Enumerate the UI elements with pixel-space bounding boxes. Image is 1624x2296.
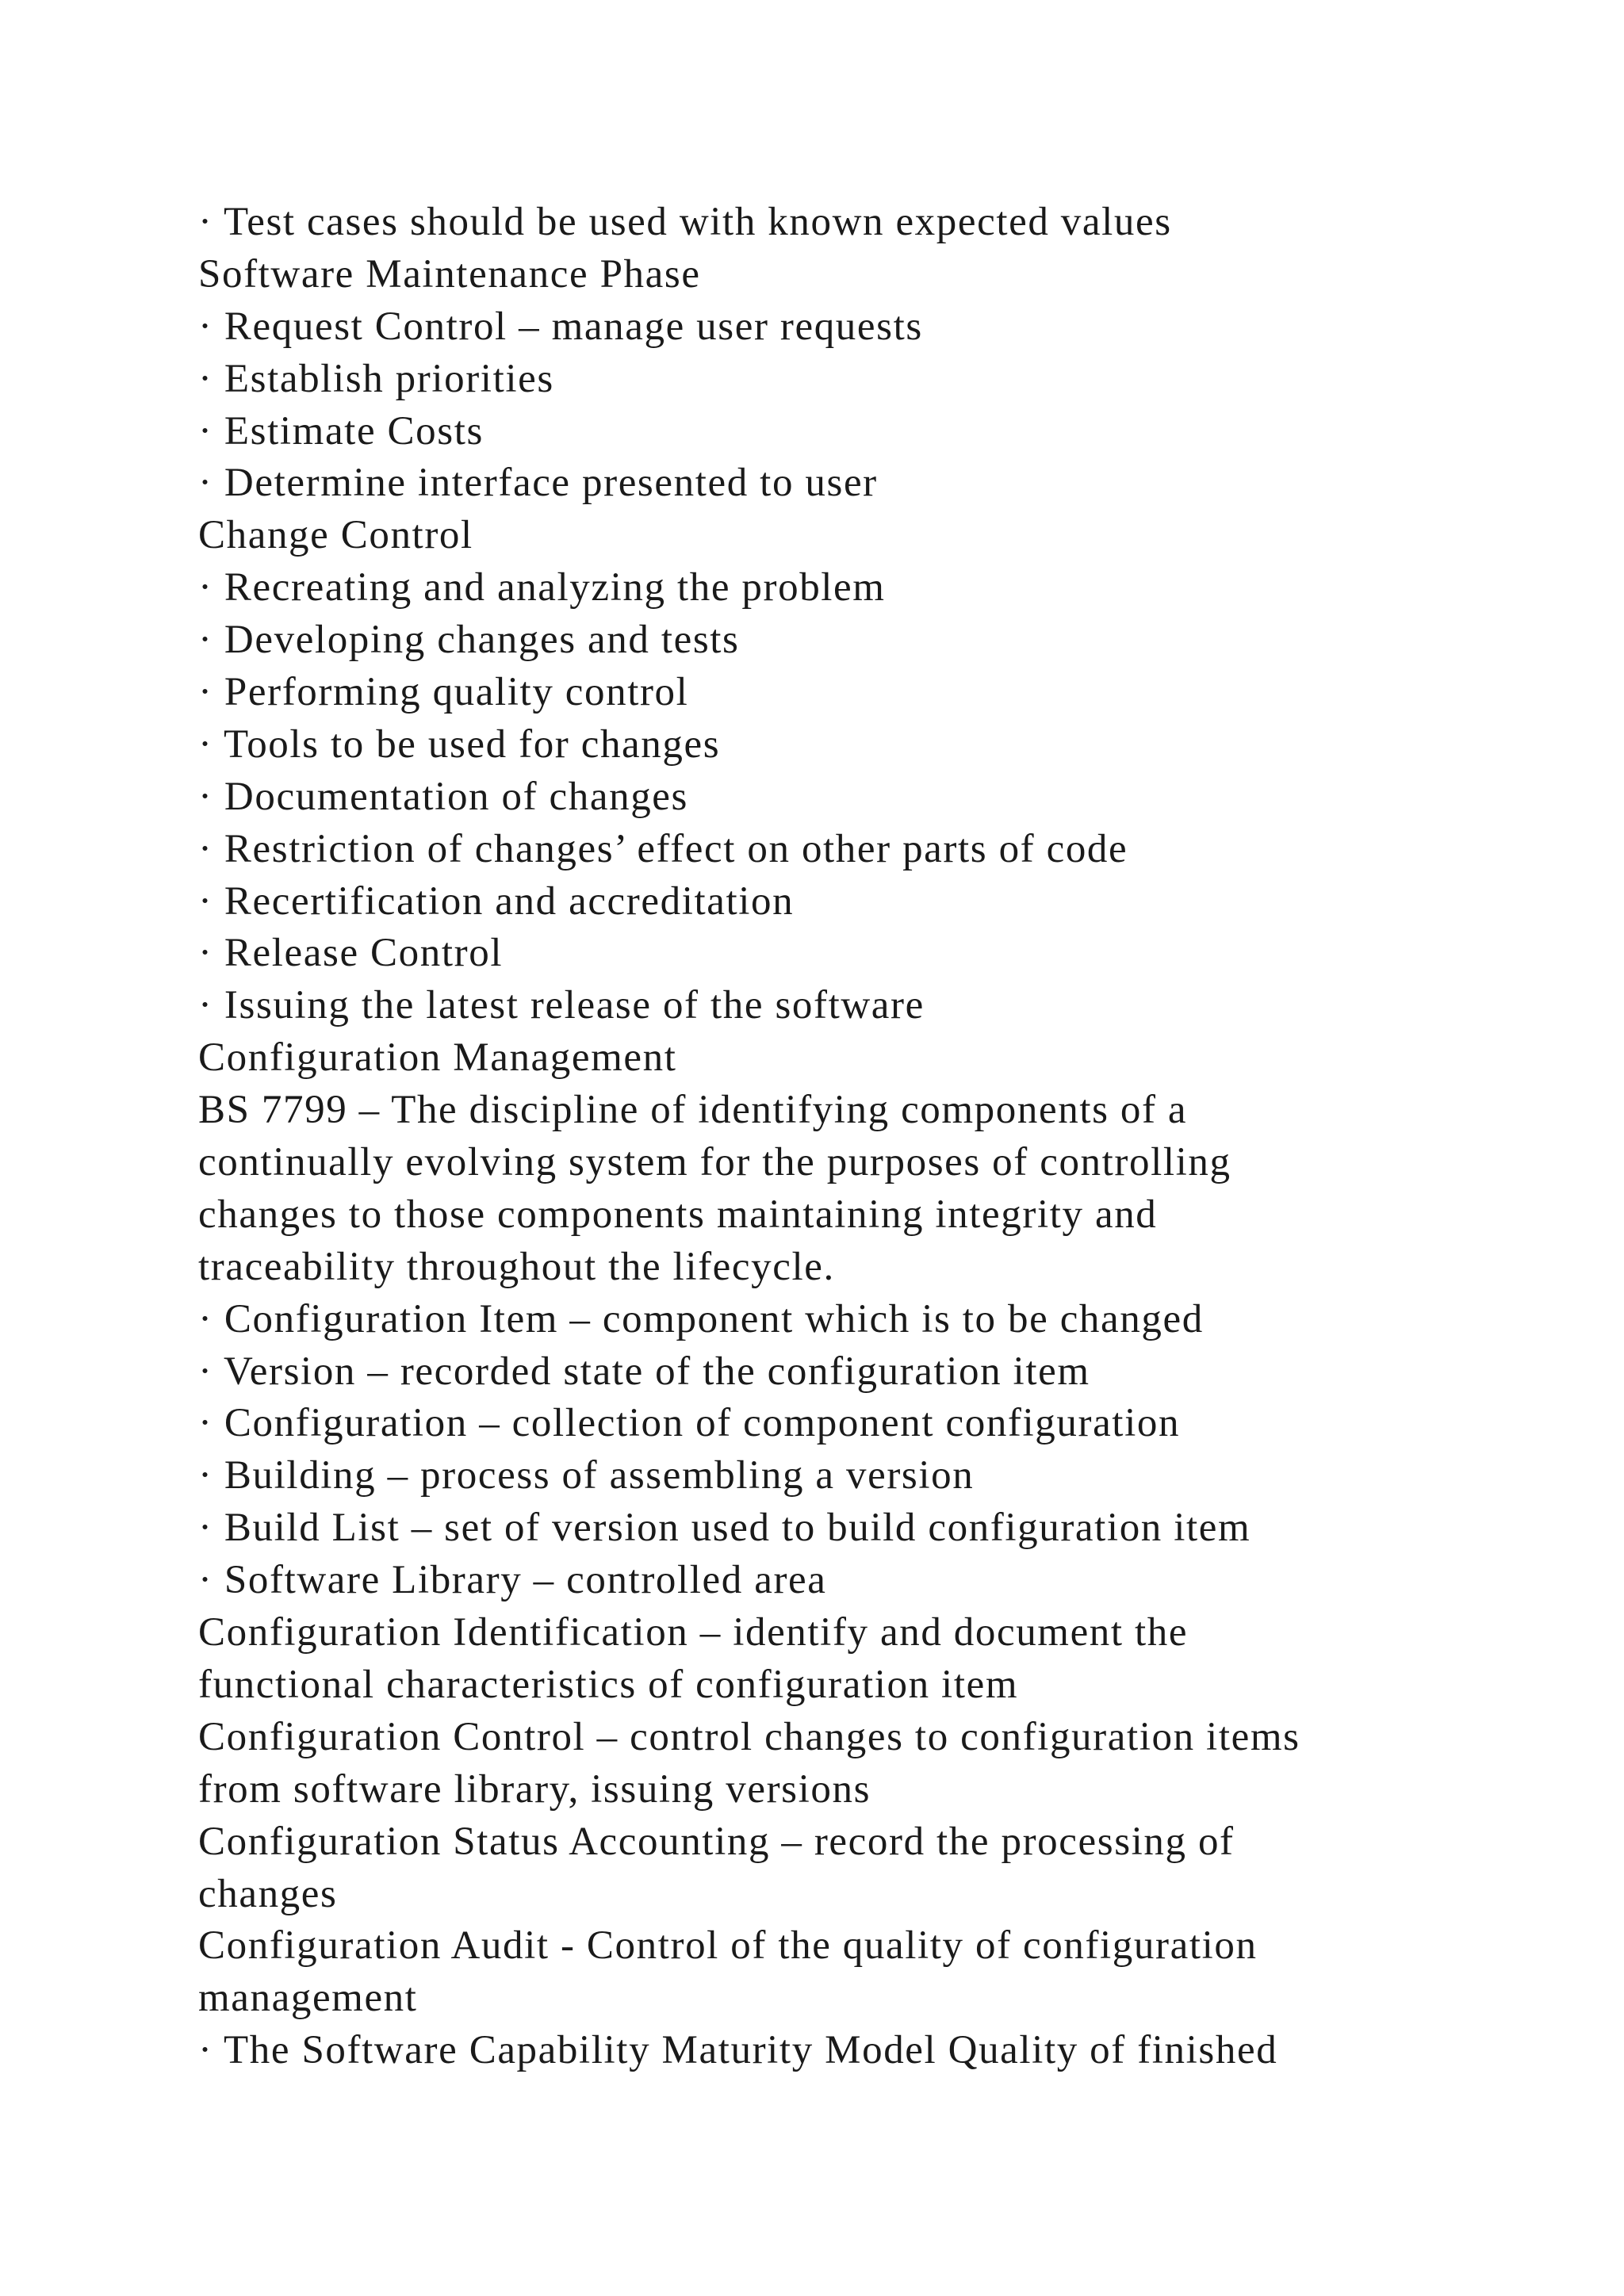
bullet-item: · Documentation of changes [198, 774, 688, 819]
bullet-item: · Determine interface presented to user [198, 461, 878, 506]
bullet-item: · Performing quality control [198, 670, 689, 715]
paragraph-line: continually evolving system for the purposes of controlling [198, 1140, 1231, 1185]
bullet-item: · Estimate Costs [198, 408, 484, 453]
paragraph-line: changes [198, 1871, 338, 1916]
paragraph-line: from software library, issuing versions [198, 1766, 871, 1812]
paragraph-line: management [198, 1976, 418, 2021]
paragraph-line: Configuration Audit - Control of the quality of configuration [198, 1923, 1258, 1969]
bullet-item: · Request Control – manage user requests [198, 304, 923, 349]
bullet-item: · Version – recorded state of the configuration item [198, 1349, 1090, 1394]
bullet-item: · Configuration Item – component which is to be changed [198, 1296, 1204, 1341]
bullet-item: · The Software Capability Maturity Model Quality of finished [198, 2028, 1278, 2073]
paragraph-line: functional characteristics of configuration item [198, 1662, 1019, 1707]
paragraph-line: Configuration Control – control changes to configuration items [198, 1714, 1300, 1759]
bullet-item: · Configuration – collection of component configuration [198, 1401, 1181, 1446]
section-heading: Configuration Management [198, 1035, 677, 1081]
bullet-item: · Restriction of changes’ effect on other parts of code [198, 826, 1128, 871]
text-line: · Test cases should be used with known expected values [198, 200, 1172, 244]
bullet-item: · Release Control [198, 931, 504, 976]
paragraph-line: Configuration Status Accounting – record the processing of [198, 1819, 1235, 1864]
paragraph-line: traceability throughout the lifecycle. [198, 1244, 835, 1289]
bullet-item: · Software Library – controlled area [198, 1558, 827, 1603]
paragraph-line: Configuration Identification – identify and document the [198, 1610, 1189, 1655]
section-heading: Software Maintenance Phase [198, 251, 701, 297]
bullet-item: · Issuing the latest release of the software [198, 983, 925, 1028]
bullet-item: · Developing changes and tests [198, 618, 740, 663]
paragraph-line: BS 7799 – The discipline of identifying components of a [198, 1088, 1188, 1133]
bullet-item: · Recreating and analyzing the problem [198, 565, 886, 610]
paragraph-line: changes to those components maintaining integrity and [198, 1192, 1158, 1237]
document-body [198, 197, 1546, 2077]
bullet-item: · Building – process of assembling a version [198, 1453, 975, 1498]
bullet-item: · Establish priorities [198, 356, 554, 401]
section-heading: Change Control [198, 513, 473, 558]
bullet-item: · Recertification and accreditation [198, 878, 795, 924]
bullet-item: · Tools to be used for changes [198, 721, 721, 767]
bullet-item: · Build List – set of version used to build configuration item [198, 1506, 1251, 1551]
